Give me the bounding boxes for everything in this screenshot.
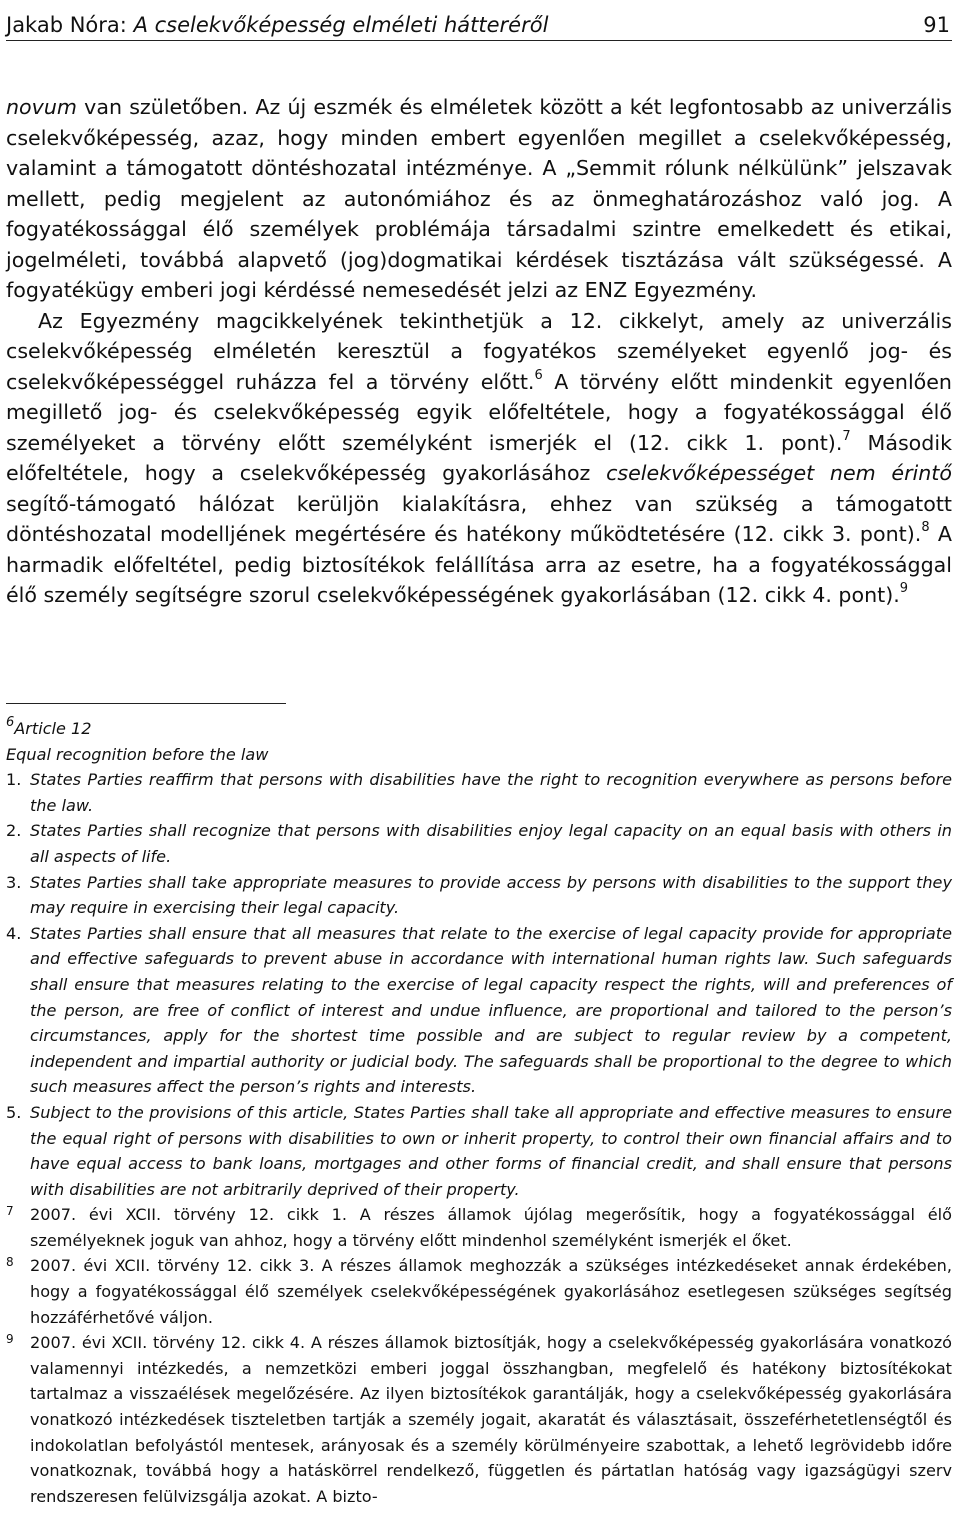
paragraph-2-text-d: segítő-támogató hálózat kerüljön kialakításra, ehhez van szükség a támogatott döntéshozatal modelljének megértésére és hatékony működtetésére (12. cikk 3. pont). [6, 491, 952, 546]
footnote-6-heading-line [6, 716, 952, 742]
footnote-7-text: 2007. évi XCII. törvény 12. cikk 1. A részes államok újólag megerősítik, hogy a fogyatékossággal élő személyeknek joguk van ahhoz, hogy a törvény előtt mindenhol személyként ismerjék el őket. [30, 1205, 952, 1250]
paragraph-2-text-a: Az Egyezmény magcikkelyének tekinthetjük a 12. cikkelyt, amely az univerzális cselekvőképesség elméletén keresztül a fogyatékos személyeket egyenlő jog- és cselekvőképességgel ruházza fel a törvény előtt. [6, 308, 952, 394]
item-number: 5. [6, 1102, 22, 1122]
page-number: 91 [923, 13, 950, 37]
footnotes [6, 716, 952, 1509]
item-text: States Parties shall recognize that persons with disabilities enjoy legal capacity on an equal basis with others in all aspects of life. [30, 821, 952, 866]
paragraph-2-text-e: A harmadik előfeltétel, pedig biztosítékok felállítása arra az esetre, ha a fogyatékossággal élő személy segítségre szorul cselekvőképességének gyakorlásában (12. cikk 4. pont). [6, 522, 952, 607]
paragraph-1-text: van születőben. Az új eszmék és elméletek között a két legfontosabb az univerzális cselekvőképesség, azaz, hogy minden embert egyenlően megillet a cselekvőképesség, valamint a támogatott döntéshozatal intézménye. A „Semmit rólunk nélkülünk” jelszavak mellett, pedig megjelent az autonómiához és az önmeghatározáshoz való jog. A fogyatékossággal élő személyek problémája társadalmi szintre emelkedett és etikai, jogelméleti, továbbá alapvető (jog)dogmatikai kérdések tisztázása vált szükségessé. A fogyatékügy emberi jogi kérdéssé nemesedését jelzi az ENZ Egyezmény. [6, 95, 952, 302]
footnote-8-text: 2007. évi XCII. törvény 12. cikk 3. A részes államok meghozzák a szükséges intézkedéseket annak érdekében, hogy a fogyatékossággal élő személyek cselekvőképességének gyakorlásához esetlegesen szükséges segítség hozzáférhetővé váljon. [30, 1256, 952, 1327]
footnote-separator [6, 703, 286, 704]
item-number: 1. [6, 770, 22, 790]
paragraph-1 [6, 92, 952, 306]
footnote-9-mark: 9 [6, 1332, 14, 1347]
item-text: Subject to the provisions of this article, States Parties shall take all appropriate and effective measures to ensure the equal right of persons with disabilities to own or inherit property, to control their own financial affairs and to have equal access to bank loans, mortgages and other forms of financial credit, and shall ensure that persons with disabilities are not arbitrarily deprived of their property. [30, 1102, 952, 1199]
footnote-ref-8[interactable]: 8 [921, 520, 930, 536]
footnote-ref-6[interactable]: 6 [534, 367, 543, 383]
footnote-6-item [6, 870, 952, 921]
paragraph-2-text-b: A törvény előtt mindenkit egyenlően megillető jog- és cselekvőképesség egyik előfeltétele, hogy a fogyatékossággal élő személyeket a törvény előtt személyként ismerjék el (12. cikk 1. pont). [6, 369, 952, 455]
footnote-6 [6, 716, 952, 1202]
paragraph-2-text-c: Második előfeltétele, hogy a cselekvőképesség gyakorlásához [6, 430, 952, 485]
header-title: A cselekvőképesség elméleti hátteréről [133, 13, 549, 37]
footnote-6-item [6, 1100, 952, 1202]
item-text: States Parties shall take appropriate measures to provide access by persons with disabilities to the support they may require in exercising their legal capacity. [30, 872, 952, 918]
paragraph-1-italic: novum [6, 95, 77, 119]
footnote-6-mark: 6 [6, 714, 15, 730]
footnote-6-heading: Article 12 [14, 719, 92, 738]
footnote-8-mark: 8 [6, 1255, 14, 1270]
footnote-8 [6, 1253, 952, 1330]
footnote-6-subheading: Equal recognition before the law [6, 744, 269, 764]
paragraph-2-italic: cselekvőképességet nem érintő [606, 461, 952, 485]
footnote-7-mark: 7 [6, 1204, 14, 1219]
item-text: States Parties shall ensure that all measures that relate to the exercise of legal capacity provide for appropriate and effective safeguards to prevent abuse in accordance with international human rights law. Such safeguards shall ensure that measures relating to the exercise of legal capacity respect the rights, will and preferences of the person, are free of conflict of interest and undue influence, are proportional and tailored to the person’s circumstances, apply for the shortest time possible and are subject to regular review by a competent, independent and impartial authority or judicial body. The safeguards shall be proportional to the degree to which such measures affect the person’s rights and interests. [30, 923, 952, 1097]
paragraph-2 [6, 306, 952, 611]
footnote-ref-9[interactable]: 9 [899, 581, 909, 597]
item-text: States Parties reaffirm that persons with disabilities have the right to recognition everywhere as persons before the law. [30, 770, 952, 815]
footnote-9 [6, 1330, 952, 1509]
item-number: 4. [6, 923, 22, 943]
running-header [6, 3, 952, 41]
footnote-6-item [6, 767, 952, 818]
item-number: 3. [6, 872, 22, 892]
header-title-line [6, 13, 548, 37]
item-number: 2. [6, 821, 22, 841]
main-text [6, 92, 952, 611]
footnote-6-list [6, 767, 952, 1202]
footnote-6-item [6, 818, 952, 869]
footnote-7 [6, 1202, 952, 1253]
footnote-6-item [6, 921, 952, 1100]
footnote-9-text: 2007. évi XCII. törvény 12. cikk 4. A részes államok biztosítják, hogy a cselekvőképesség gyakorlására vonatkozó valamennyi intézkedés, a nemzetközi emberi joggal összhangban, megfelelő és hatékony biztosítékokat tartalmaz a visszaélések megelőzésére. Az ilyen biztosítékok garantálják, hogy a cselekvőképesség gyakorlására vonatkozó intézkedések tiszteletben tartják a személy jogait, akaratát és választásait, összeférhetetlenségtől és indokolatlan befolyástól mentesek, arányosak és a személy körülményeire szabottak, a lehető legrövidebb időre vonatkoznak, továbbá hogy a hatáskörrel rendelkező, független és pártatlan hatóság vagy igazságügyi szerv rendszeresen felülvizsgálja azokat. A bizto- [30, 1333, 952, 1506]
footnote-ref-7[interactable]: 7 [842, 428, 851, 444]
header-author: Jakab Nóra: [6, 13, 127, 37]
